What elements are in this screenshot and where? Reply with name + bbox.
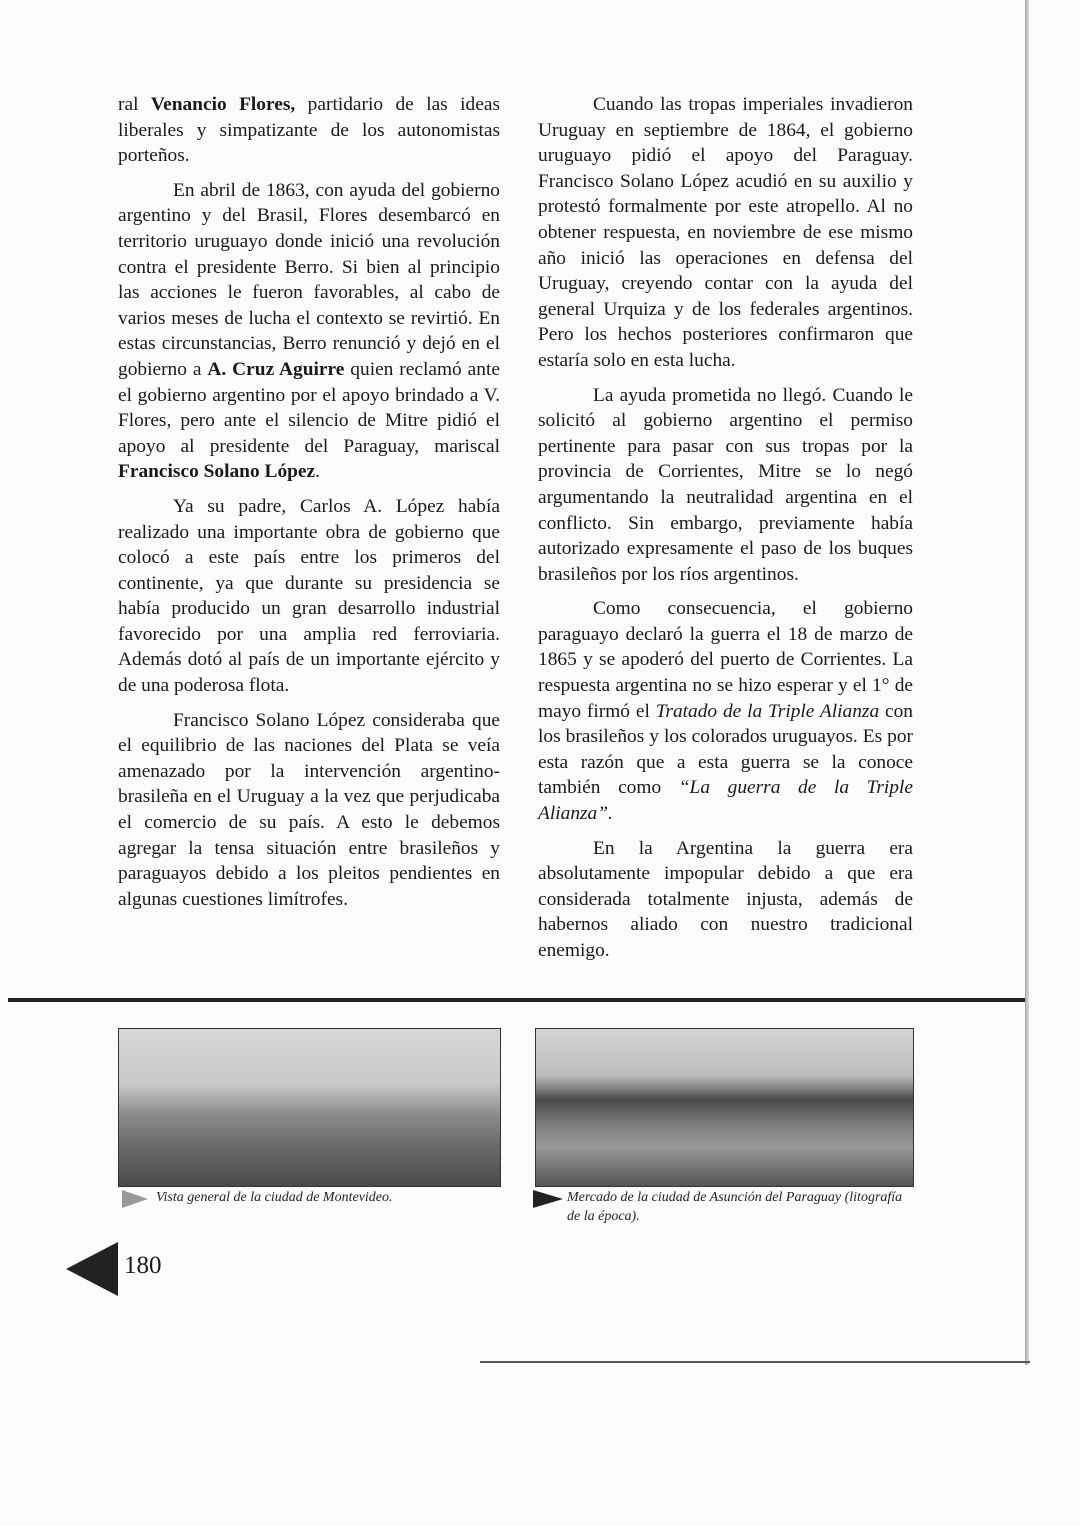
text-run: quien reclamó ante el gobierno argentino por el apoyo brindado a V. Flores, pero ante el silencio de Mitre pidió el apoyo al presidente del Paraguay, mariscal bbox=[118, 358, 500, 457]
paragraph bbox=[538, 836, 913, 964]
section-divider bbox=[8, 998, 1026, 1002]
scan-page-edge bbox=[1025, 0, 1029, 1365]
text-run: ral bbox=[118, 94, 151, 115]
italic-text: “La guerra de la Triple Alianza”. bbox=[538, 777, 913, 825]
paragraph bbox=[118, 92, 500, 169]
text-run: La ayuda prometida no llegó. Cuando le solicitó al gobierno argentino el permiso pertinente para pasar con sus tropas por la provincia de Corrientes, Mitre se lo negó argumentando la neutralidad argentina en el conflicto. Sin embargo, previamente había autorizado expresamente el paso de los buques brasileños por los ríos argentinos. bbox=[538, 384, 913, 585]
text-run: Ya su padre, Carlos A. López había realizado una importante obra de gobierno que colocó a este país entre los primeros del continente, ya que durante su presidencia se había producido un gran desarrollo industrial favorecido por una amplia red ferroviaria. Además dotó al país de un importante ejército y de una poderosa flota. bbox=[118, 495, 500, 697]
figure-caption: Vista general de la ciudad de Montevideo. bbox=[156, 1190, 393, 1205]
page-number: 180 bbox=[124, 1252, 162, 1279]
paragraph bbox=[538, 596, 913, 826]
text-run: En abril de 1863, con ayuda del gobierno argentino y del Brasil, Flores desembarcó en territorio uruguayo donde inició una revolución contra el presidente Berro. Si bien al principio las acciones le fueron favorables, al cabo de varios meses de lucha el contexto se revirtió. En estas circunstancias, Berro renunció y dejó en el gobierno a bbox=[118, 179, 500, 380]
paragraph bbox=[538, 383, 913, 588]
right-text-column bbox=[538, 92, 913, 973]
caption-arrow-icon bbox=[533, 1190, 563, 1208]
text-run: Como consecuencia, el gobierno paraguayo declaró la guerra el 18 de marzo de 1865 y se apoderó del puerto de Corrientes. La respuesta argentina no se hizo esperar y el 1° de mayo firmó el bbox=[538, 598, 913, 722]
asuncion-market-illustration bbox=[535, 1028, 914, 1187]
scan-bottom-line bbox=[480, 1361, 1030, 1363]
paragraph bbox=[118, 178, 500, 485]
text-run: Francisco Solano López consideraba que el equilibrio de las naciones del Plata se veía amenazado por la intervención argentino-brasileña en el Uruguay a la vez que perjudicaba el comercio de su país. A esto le debemos agregar la tensa situación entre brasileños y paraguayos debido a los pleitos pendientes en algunas cuestiones limítrofes. bbox=[118, 709, 500, 910]
caption-arrow-icon bbox=[122, 1190, 148, 1208]
figure-caption: Mercado de la ciudad de Asunción del Paraguay (litografía de la época). bbox=[567, 1190, 903, 1224]
text-run: con los brasileños y los colorados uruguayos. Es por esta razón que a esta guerra se la conoce también como bbox=[538, 700, 913, 799]
text-run: Cuando las tropas imperiales invadieron Uruguay en septiembre de 1864, el gobierno uruguayo pidió el apoyo del Paraguay. Francisco Solano López acudió en su auxilio y protestó formalmente por este atropello. Al no obtener respuesta, en noviembre de ese mismo año inició las operaciones en defensa del Uruguay, creyendo contar con la ayuda del general Urquiza y de los federales argentinos. Pero los hechos posteriores confirmaron que estaría solo en esta lucha. bbox=[538, 94, 913, 371]
paragraph bbox=[118, 708, 500, 913]
bold-text: Venancio Flores, bbox=[150, 94, 296, 115]
text-run: . bbox=[315, 461, 320, 483]
text-run: partidario de las ideas liberales y simpatizante de los autonomistas porteños. bbox=[118, 94, 500, 167]
page-marker-triangle-icon bbox=[66, 1242, 118, 1296]
montevideo-illustration bbox=[118, 1028, 501, 1187]
paragraph bbox=[538, 92, 913, 374]
bold-text: A. Cruz Aguirre bbox=[207, 358, 345, 380]
text-run: En la Argentina la guerra era absolutamente impopular debido a que era considerada totalmente injusta, además de habernos aliado con nuestro tradicional enemigo. bbox=[538, 837, 913, 961]
bold-text: Francisco Solano López bbox=[118, 461, 316, 483]
left-text-column bbox=[118, 92, 500, 921]
italic-text: Tratado de la Triple Alianza bbox=[655, 700, 880, 722]
paragraph bbox=[118, 494, 500, 699]
